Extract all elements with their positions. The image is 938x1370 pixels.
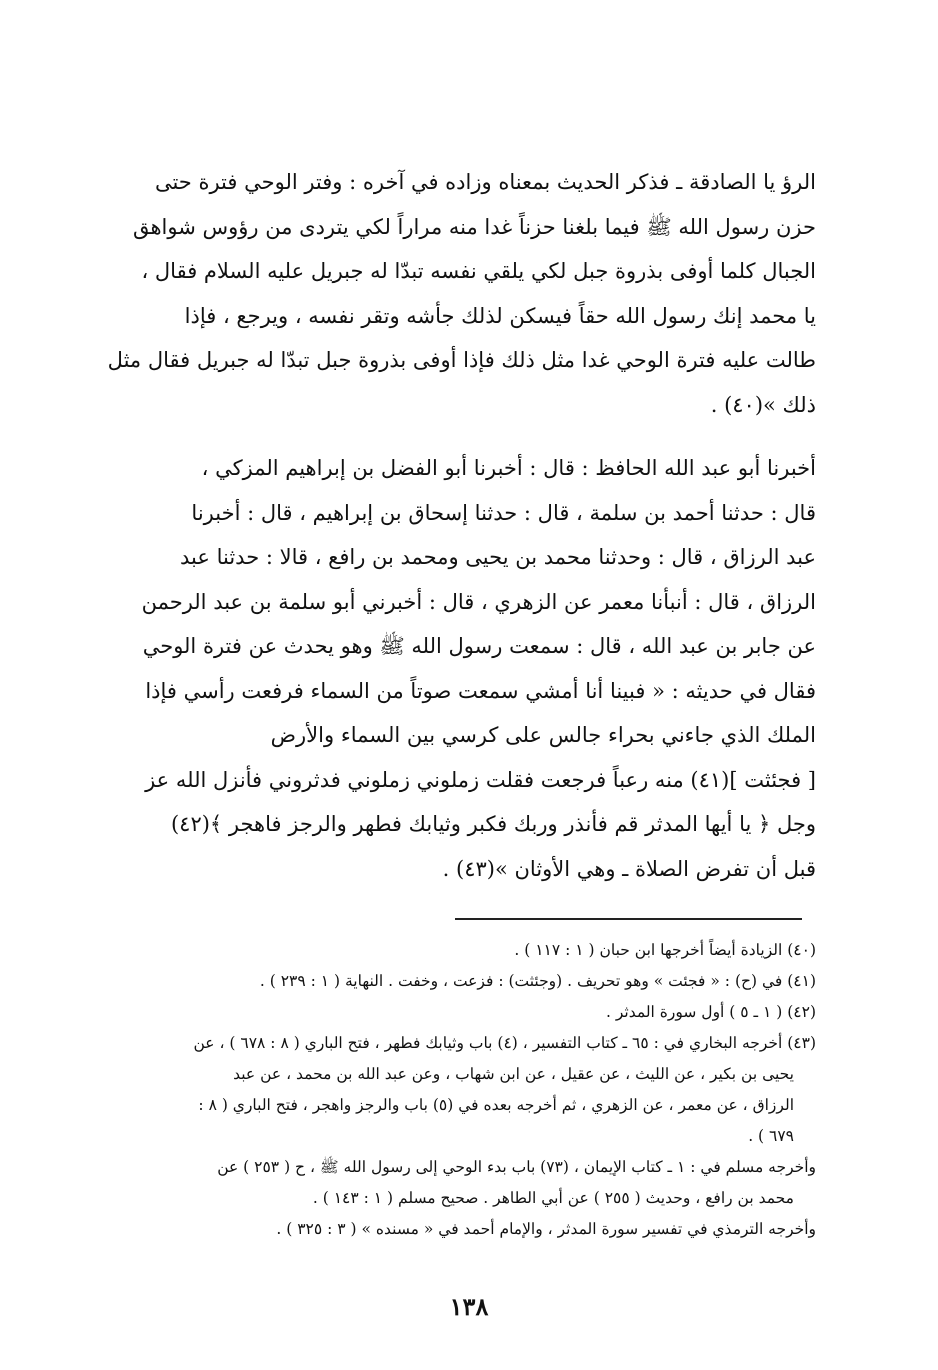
page-number: ١٣٨ (449, 1292, 489, 1321)
text-line: [ فجئثت ](٤١) منه رعباً فرجعت فقلت زملوني زملوني فدثروني فأنزل الله عز (145, 767, 816, 792)
text-line: طالت عليه فترة الوحي غدا مثل ذلك فإذا أوفى بذروة جبل تبدّا له جبريل فقال مثل (107, 348, 816, 372)
footnote-line: وأخرجه الترمذي في تفسير سورة المدثر ، والإمام أحمد في « مسنده » ( ٣ : ٣٢٥ ) . (276, 1220, 816, 1238)
text-line: أخبرنا أبو عبد الله الحافظ : قال : أخبرنا أبو الفضل بن إبراهيم المزكي ، (201, 456, 816, 480)
footnote-line: الرزاق ، عن معمر ، عن الزهري ، ثم أخرجه بعده في (٥) باب والرجز واهجر ، فتح الباري ( ٨ : (198, 1096, 794, 1114)
text-line: الرزاق ، قال : أنبأنا معمر عن الزهري ، قال : أخبرني أبو سلمة بن عبد الرحمن (141, 589, 816, 614)
paragraph-1 (100, 160, 816, 427)
footnote-line: (٤١) في (ح) : « فجئت » وهو تحريف . (وجئثت) : فزعت ، وخفت . النهاية ( ١ : ٢٣٩ ) . (259, 972, 816, 990)
text-line: حزن رسول الله ﷺ فيما بلغنا حزناً غدا منه مراراً لكي يتردى من رؤوس شواهق (132, 214, 816, 239)
text-line: فقال في حديثه : « فبينا أنا أمشي سمعت صوتاً من السماء فرفعت رأسي فإذا (145, 678, 816, 703)
text-line: وجل ﴿ يا أيها المدثر قم فأنذر وربك فكبر وثيابك فطهر والرجز فاهجر ﴾(٤٢) (170, 812, 816, 836)
text-line: ذلك »(٤٠) . (710, 392, 816, 417)
text-line: يا محمد إنك رسول الله حقاً فيسكن لذلك جأشه وتقر نفسه ، ويرجع ، فإذا (184, 303, 816, 328)
text-line: الرؤ يا الصادقة ـ فذكر الحديث بمعناه وزاده في آخره : وفتر الوحي فترة حتى (154, 170, 816, 194)
main-text (100, 160, 816, 891)
footnote-separator (455, 918, 802, 920)
text-line: قال : حدثنا أحمد بن سلمة ، قال : حدثنا إسحاق بن إبراهيم ، قال : أخبرنا (191, 500, 816, 525)
footnotes (100, 935, 816, 1245)
footnote-line: ٦٧٩ ) . (748, 1127, 794, 1145)
text-line: قبل أن تفرض الصلاة ـ وهي الأوثان »(٤٣) . (442, 856, 816, 881)
text-line: عبد الرزاق ، قال : وحدثنا محمد بن يحيى ومحمد بن رافع ، قالا : حدثنا عبد (180, 545, 816, 569)
text-line: عن جابر بن عبد الله ، قال : سمعت رسول الله ﷺ وهو يحدث عن فترة الوحي (142, 634, 816, 658)
text-line: الملك الذي جاءني بحراء جالس على كرسي بين السماء والأرض (270, 723, 816, 747)
text-line: الجبال كلما أوفى بذروة جبل لكي يلقي نفسه تبدّا له جبريل عليه السلام فقال ، (141, 259, 816, 283)
paragraph-2 (100, 446, 816, 891)
footnote-line: يحيى بن بكير ، عن الليث ، عن عقيل ، عن ابن شهاب ، وعن عبد الله بن محمد ، عن عبد (233, 1065, 794, 1083)
footnote-line: محمد بن رافع ، وحديث ( ٢٥٥ ) عن أبي الطاهر . صحيح مسلم ( ١ : ١٤٣ ) . (312, 1189, 794, 1207)
footnote-line: (٤٢) ( ١ ـ ٥ ) أول سورة المدثر . (606, 1003, 816, 1021)
footnote-line: وأخرجه مسلم في : ١ ـ كتاب الإيمان ، (٧٣) باب بدء الوحي إلى رسول الله ﷺ ، ح ( ٢٥٣ ) عن (217, 1158, 816, 1176)
footnote-line: (٤٣) أخرجه البخاري في : ٦٥ ـ كتاب التفسير ، (٤) باب وثيابك فطهر ، فتح الباري ( ٨ : ٦٧٨ ) ، عن (193, 1034, 816, 1052)
footnote-line: (٤٠) الزيادة أيضاً أخرجها ابن حبان ( ١ : ١١٧ ) . (514, 941, 816, 959)
